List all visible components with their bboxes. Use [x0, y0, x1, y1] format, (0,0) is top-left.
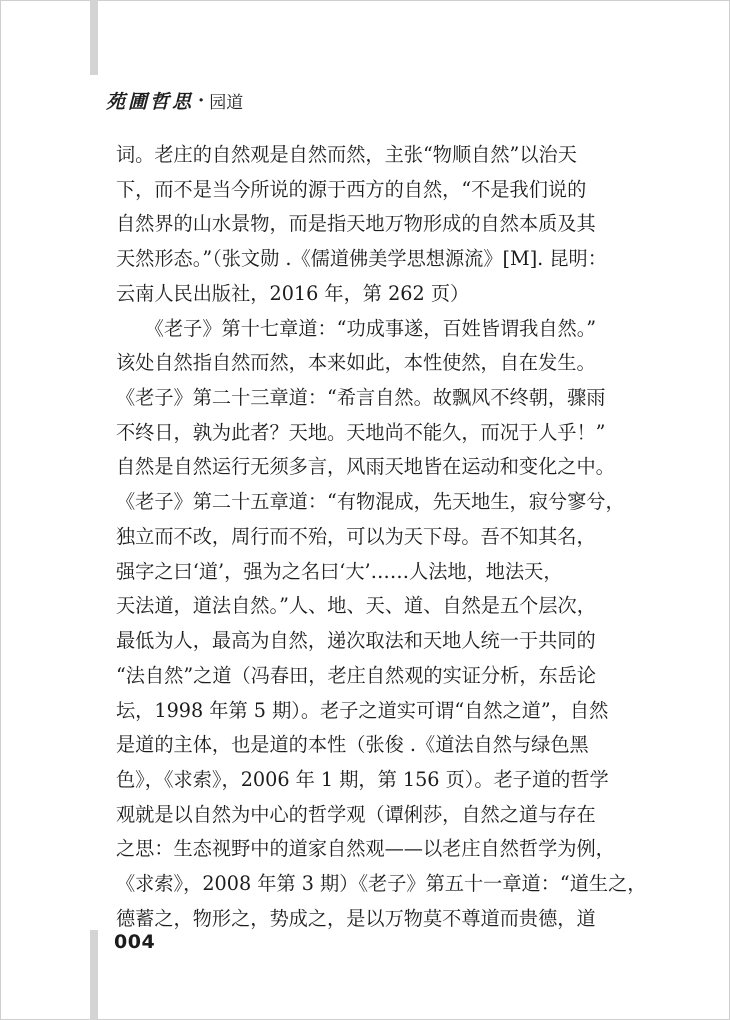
text-line: 不终日，孰为此者？天地。天地尚不能久，而况于人乎！”	[116, 420, 606, 444]
text-line: 词。老庄的自然观是自然而然，主张“物顺自然”以治天	[116, 143, 577, 166]
text-line: 色》，《求索》，2006 年 1 期，第 156 页）。老子道的哲学	[116, 767, 609, 791]
text-line: 天法道，道法自然。”人、地、天、道、自然是五个层次，	[116, 594, 596, 618]
text-line: 自然是自然运行无须多言，风雨天地皆在运动和变化之中。	[116, 455, 615, 479]
text-line: 《老子》第二十三章道：“希言自然。故飘风不终朝，骤雨	[116, 386, 606, 410]
text-line: 天然形态。”（张文勋 .《儒道佛美学思想源流》[M]. 昆明：	[116, 247, 607, 271]
text-line: 自然界的山水景物，而是指天地万物形成的自然本质及其	[116, 212, 596, 236]
header-separator: ·	[198, 89, 205, 111]
running-header	[106, 84, 243, 116]
text-line: 观就是以自然为中心的哲学观（谭俐莎，自然之道与存在	[116, 802, 596, 826]
series-title: 苑圃哲思	[106, 90, 195, 113]
text-line: 坛，1998 年第 5 期）。老子之道实可谓“自然之道”，自然	[116, 698, 609, 722]
text-line: “法自然”之道（冯春田，老庄自然观的实证分析，东岳论	[116, 663, 597, 687]
page-number: 004	[114, 931, 156, 953]
text-line: 德蓄之，物形之，势成之，是以万物莫不尊道而贵德，道	[116, 906, 596, 930]
section-title: 园道	[209, 92, 244, 113]
body-text	[116, 138, 647, 937]
top-margin-bar	[90, 0, 98, 75]
text-line: 独立而不改，周行而不殆，可以为天下母。吾不知其名，	[116, 524, 596, 548]
text-line: 强字之曰‘道’，强为之名曰‘大’……人法地，地法天，	[116, 559, 563, 583]
text-line: 该处自然指自然而然，本来如此，本性使然，自在发生。	[116, 351, 596, 375]
text-line: 最低为人，最高为自然，递次取法和天地人统一于共同的	[116, 629, 596, 653]
text-line: 是道的主体，也是道的本性（张俊 .《道法自然与绿色黑	[116, 733, 589, 757]
paragraph-start-line: 《老子》第十七章道：“功成事遂，百姓皆谓我自然。”	[116, 316, 597, 340]
text-line: 下，而不是当今所说的源于西方的自然，“不是我们说的	[116, 177, 587, 201]
text-line: 《老子》第二十五章道：“有物混成，先天地生，寂兮寥兮，	[116, 490, 625, 514]
bottom-margin-bar	[90, 930, 98, 1020]
text-line: 云南人民出版社，2016 年，第 262 页）	[116, 281, 470, 305]
text-line: 之思：生态视野中的道家自然观——以老庄自然哲学为例，	[116, 837, 615, 861]
text-line: 《求索》，2008 年第 3 期）《老子》第五十一章道：“道生之，	[116, 872, 647, 896]
